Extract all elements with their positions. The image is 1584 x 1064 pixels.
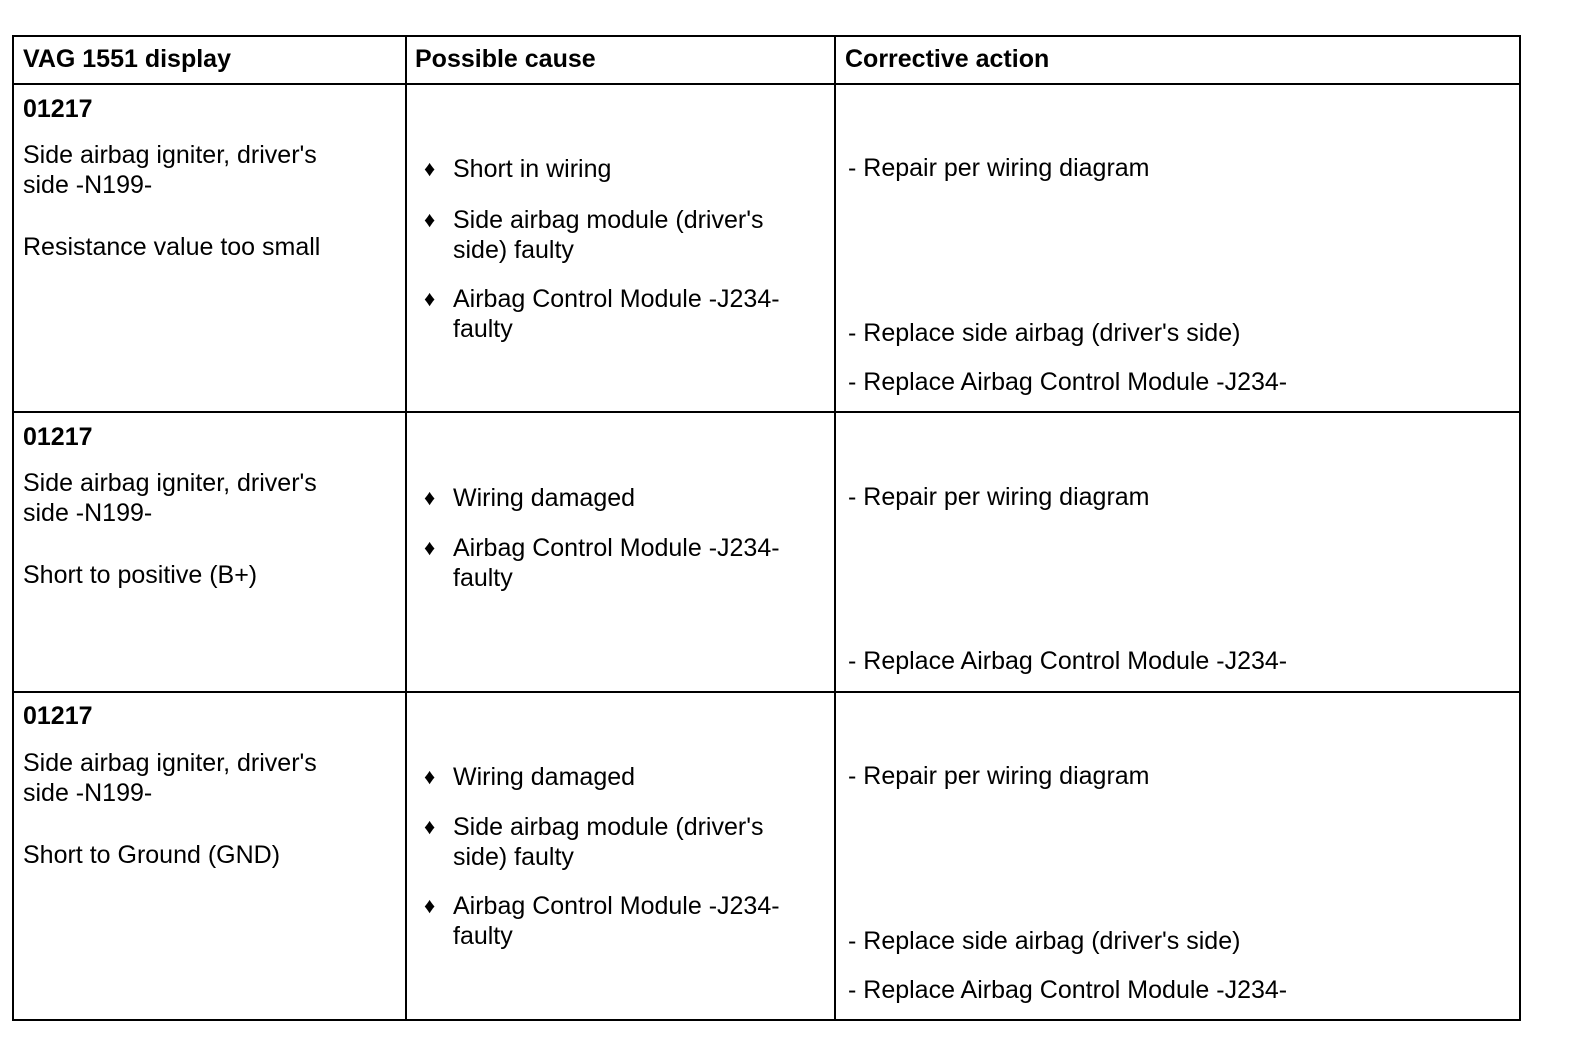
action-item: - Replace Airbag Control Module -J234- <box>848 647 1288 675</box>
bullet-diamond-icon: ♦ <box>424 893 436 918</box>
action-item: - Replace side airbag (driver's side) <box>848 927 1241 955</box>
header-vag-display: VAG 1551 display <box>23 45 231 73</box>
cause-item: Side airbag module (driver's <box>453 206 764 234</box>
header-possible-cause: Possible cause <box>415 45 596 73</box>
component-name-cont: side -N199- <box>23 499 153 527</box>
cause-item: Side airbag module (driver's <box>453 813 764 841</box>
bullet-diamond-icon: ♦ <box>424 207 436 232</box>
fault-description: Resistance value too small <box>23 233 321 261</box>
cause-item-cont: faulty <box>453 564 513 592</box>
bullet-diamond-icon: ♦ <box>424 814 436 839</box>
bullet-diamond-icon: ♦ <box>424 286 436 311</box>
column-divider-2 <box>834 37 836 1019</box>
cause-item-cont: side) faulty <box>453 843 574 871</box>
cause-item: Airbag Control Module -J234- <box>453 892 780 920</box>
action-item: - Replace Airbag Control Module -J234- <box>848 976 1288 1004</box>
bullet-diamond-icon: ♦ <box>424 535 436 560</box>
bullet-diamond-icon: ♦ <box>424 764 436 789</box>
cause-item: Wiring damaged <box>453 763 636 791</box>
cause-item: Wiring damaged <box>453 484 636 512</box>
cause-item-cont: faulty <box>453 315 513 343</box>
row-divider-2 <box>14 691 1519 693</box>
fault-code: 01217 <box>23 702 93 730</box>
fault-description: Short to Ground (GND) <box>23 841 281 869</box>
fault-code: 01217 <box>23 423 93 451</box>
component-name: Side airbag igniter, driver's <box>23 469 317 497</box>
cause-item-cont: side) faulty <box>453 236 574 264</box>
component-name: Side airbag igniter, driver's <box>23 141 317 169</box>
action-item: - Repair per wiring diagram <box>848 483 1150 511</box>
header-divider <box>14 83 1519 85</box>
fault-code: 01217 <box>23 95 93 123</box>
cause-item: Short in wiring <box>453 155 612 183</box>
action-item: - Replace side airbag (driver's side) <box>848 319 1241 347</box>
column-divider-1 <box>405 37 407 1019</box>
component-name: Side airbag igniter, driver's <box>23 749 317 777</box>
action-item: - Repair per wiring diagram <box>848 762 1150 790</box>
row-divider-1 <box>14 411 1519 413</box>
cause-item: Airbag Control Module -J234- <box>453 285 780 313</box>
action-item: - Repair per wiring diagram <box>848 154 1150 182</box>
bullet-diamond-icon: ♦ <box>424 156 436 181</box>
diagnostic-table <box>12 35 1521 1021</box>
header-corrective-action: Corrective action <box>845 45 1050 73</box>
action-item: - Replace Airbag Control Module -J234- <box>848 368 1288 396</box>
component-name-cont: side -N199- <box>23 779 153 807</box>
component-name-cont: side -N199- <box>23 171 153 199</box>
cause-item: Airbag Control Module -J234- <box>453 534 780 562</box>
cause-item-cont: faulty <box>453 922 513 950</box>
bullet-diamond-icon: ♦ <box>424 485 436 510</box>
fault-description: Short to positive (B+) <box>23 561 258 589</box>
